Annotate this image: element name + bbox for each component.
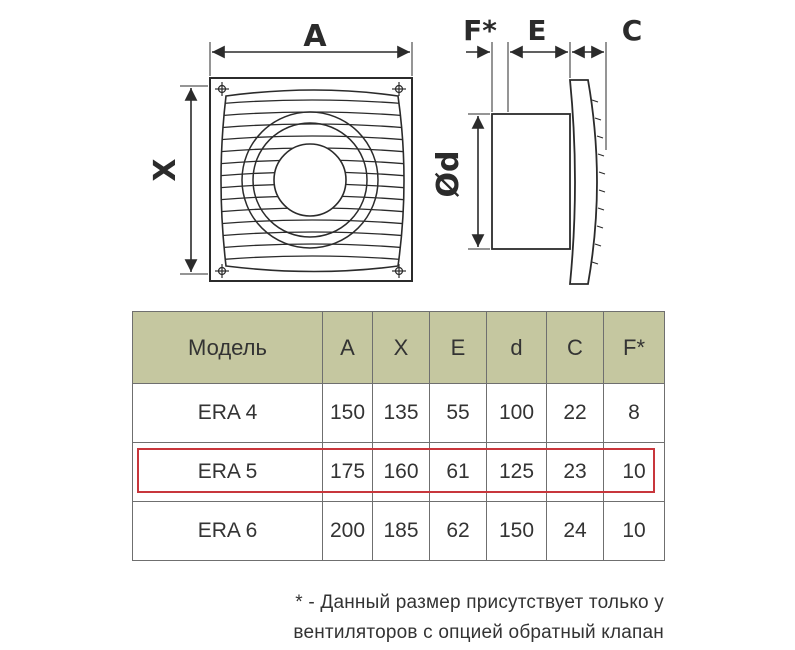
cell-c: 22 [547, 384, 604, 443]
footnote-line-2: вентиляторов с опцией обратный клапан [293, 622, 664, 643]
table-header-row [133, 312, 665, 384]
fan-hub [274, 144, 346, 216]
header-f: F* [604, 312, 665, 384]
louver-slat [216, 100, 408, 104]
specification-table [132, 311, 665, 561]
side-view [492, 80, 605, 284]
cell-e: 61 [430, 443, 487, 502]
cell-d: 150 [487, 502, 547, 561]
cell-a: 150 [323, 384, 373, 443]
dimension-a-label: A [303, 19, 327, 54]
cell-d: 125 [487, 443, 547, 502]
cell-x: 135 [373, 384, 430, 443]
cell-a: 200 [323, 502, 373, 561]
header-e: E [430, 312, 487, 384]
cell-d: 100 [487, 384, 547, 443]
cell-model: ERA 6 [133, 502, 323, 561]
cell-c: 24 [547, 502, 604, 561]
footnote [130, 588, 664, 648]
header-x: X [373, 312, 430, 384]
dimension-c-label: C [621, 14, 643, 47]
louver-slat [216, 136, 408, 140]
header-a: A [323, 312, 373, 384]
footnote-line-1: * - Данный размер присутствует только у [295, 592, 664, 613]
cell-a: 175 [323, 443, 373, 502]
cell-e: 62 [430, 502, 487, 561]
dimension-x [180, 86, 208, 274]
cell-f: 10 [604, 443, 665, 502]
dimension-d-label: Ød [431, 150, 466, 198]
front-cover-profile [570, 80, 597, 284]
cell-f: 10 [604, 502, 665, 561]
table-row [133, 384, 665, 443]
louver-slat [216, 124, 408, 128]
header-d: d [487, 312, 547, 384]
front-view [210, 78, 412, 281]
cell-f: 8 [604, 384, 665, 443]
table-row [133, 443, 665, 502]
louver-slat [216, 232, 408, 236]
header-c: C [547, 312, 604, 384]
table-row [133, 502, 665, 561]
cell-model: ERA 5 [133, 443, 323, 502]
louver-slat [216, 220, 408, 224]
cell-x: 160 [373, 443, 430, 502]
dimension-f-label: F* [463, 14, 497, 47]
cell-c: 23 [547, 443, 604, 502]
cell-x: 185 [373, 502, 430, 561]
dimension-x-label: X [148, 158, 183, 182]
dimension-e-label: E [527, 14, 547, 47]
technical-drawing [0, 0, 795, 300]
cell-e: 55 [430, 384, 487, 443]
header-model: Модель [133, 312, 323, 384]
cell-model: ERA 4 [133, 384, 323, 443]
louver-slat [216, 256, 408, 260]
duct-body [492, 114, 570, 249]
